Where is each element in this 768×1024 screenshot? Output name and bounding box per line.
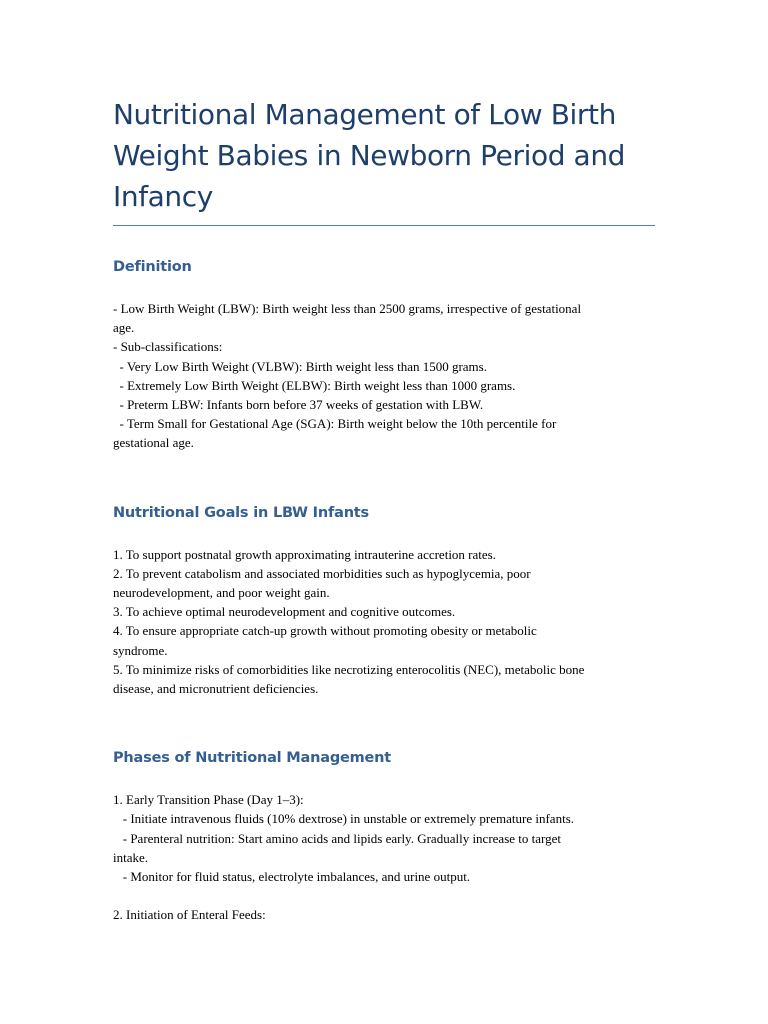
paragraph-line: - Very Low Birth Weight (VLBW): Birth weight less than 1500 grams. bbox=[113, 358, 487, 374]
paragraph-line: 3. To achieve optimal neurodevelopment and cognitive outcomes. bbox=[113, 604, 456, 620]
paragraph-line: 1. To support postnatal growth approximating intrauterine accretion rates. bbox=[113, 546, 496, 562]
paragraph-line: intake. bbox=[113, 849, 149, 865]
paragraph-line: - Sub-classifications: bbox=[113, 339, 223, 355]
paragraph-line: - Monitor for fluid status, electrolyte imbalances, and urine output. bbox=[113, 869, 471, 885]
title-divider bbox=[113, 225, 655, 226]
paragraph-gap bbox=[113, 886, 655, 905]
paragraph-line: 1. Early Transition Phase (Day 1–3): bbox=[113, 792, 304, 808]
goals-body bbox=[113, 545, 655, 699]
paragraph-line: - Low Birth Weight (LBW): Birth weight less than 2500 grams, irrespective of gestational bbox=[113, 301, 582, 316]
paragraph-line: disease, and micronutrient deficiencies. bbox=[113, 681, 319, 697]
section-heading-goals: Nutritional Goals in LBW Infants bbox=[113, 504, 369, 521]
paragraph-line: - Parenteral nutrition: Start amino acids and lipids early. Gradually increase to target bbox=[113, 830, 561, 846]
section-heading-definition: Definition bbox=[113, 259, 192, 275]
title-line: Infancy bbox=[113, 180, 213, 213]
document-title bbox=[113, 94, 655, 217]
phases-body bbox=[113, 790, 655, 924]
paragraph-line: neurodevelopment, and poor weight gain. bbox=[113, 585, 330, 601]
paragraph-line: gestational age. bbox=[113, 435, 194, 451]
paragraph-line: - Extremely Low Birth Weight (ELBW): Birth weight less than 1000 grams. bbox=[113, 377, 516, 393]
paragraph-line: 4. To ensure appropriate catch-up growth without promoting obesity or metabolic bbox=[113, 623, 537, 639]
paragraph-line: 2. To prevent catabolism and associated morbidities such as hypoglycemia, poor bbox=[113, 565, 531, 581]
paragraph-line: - Initiate intravenous fluids (10% dextrose) in unstable or extremely premature infants. bbox=[113, 811, 574, 827]
paragraph-line: 2. Initiation of Enteral Feeds: bbox=[113, 907, 266, 923]
definition-body bbox=[113, 299, 655, 453]
title-line: Weight Babies in Newborn Period and bbox=[113, 139, 626, 172]
paragraph-line: age. bbox=[113, 320, 135, 336]
section-heading-phases: Phases of Nutritional Management bbox=[113, 750, 392, 767]
paragraph-line: syndrome. bbox=[113, 642, 168, 658]
paragraph-line: 5. To minimize risks of comorbidities like necrotizing enterocolitis (NEC), metabolic bone bbox=[113, 661, 585, 677]
paragraph-line: - Term Small for Gestational Age (SGA): Birth weight below the 10th percentile for bbox=[113, 416, 557, 432]
paragraph-line: - Preterm LBW: Infants born before 37 weeks of gestation with LBW. bbox=[113, 397, 484, 413]
title-line: Nutritional Management of Low Birth bbox=[113, 98, 616, 131]
